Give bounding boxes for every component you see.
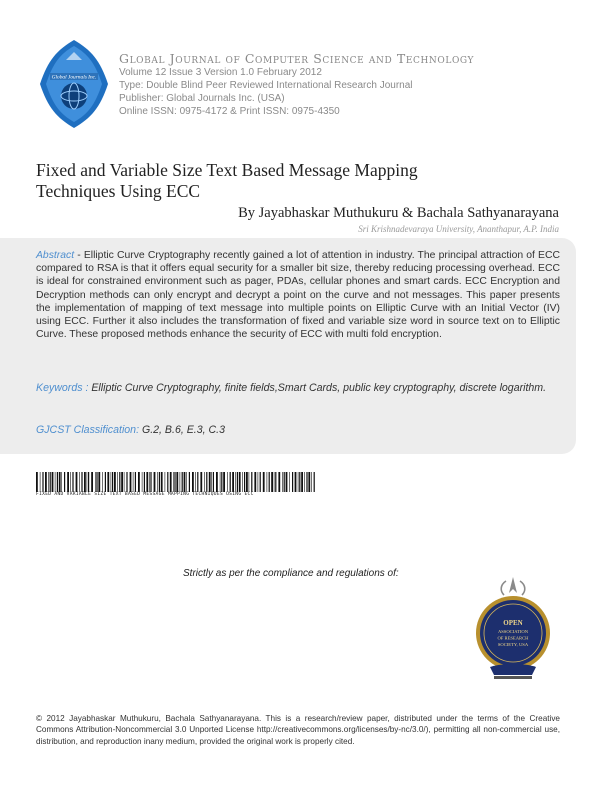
barcode-bar <box>269 472 270 492</box>
barcode-bar <box>284 472 285 492</box>
barcode-bar <box>286 472 288 492</box>
abstract-label: Abstract <box>36 250 75 261</box>
barcode-bar <box>142 472 143 492</box>
barcode-bar <box>246 472 248 492</box>
barcode-bar <box>267 472 268 492</box>
barcode-bar <box>244 472 245 492</box>
barcode-bar <box>209 472 211 492</box>
barcode-bar <box>59 472 61 492</box>
seal-line-4: SOCIETY, USA <box>497 642 529 647</box>
barcode-bar <box>55 472 56 492</box>
barcode-bar <box>84 472 86 492</box>
barcode-bar <box>301 472 303 492</box>
barcode-bar <box>282 472 283 492</box>
barcode-bar <box>239 472 241 492</box>
barcode-bar <box>95 472 96 492</box>
license-footer: © 2012 Jayabhaskar Muthukuru, Bachala Sathyanarayana. This is a research/review paper, distributed under the terms of the Creative Commons Attribution-Noncommercial 3.0 Unported License http://creativecommons.org/licenses/by-nc/3.0/), permitting all non-commercial use, distribution, and reproduction inany medium, provided the original work is properly cited. <box>36 714 560 746</box>
barcode-bar <box>157 472 158 492</box>
barcode-bar <box>135 472 136 492</box>
barcode-bar <box>223 472 225 492</box>
barcode-bar <box>237 472 238 492</box>
barcode-bar <box>36 472 38 492</box>
barcode-bar <box>167 472 168 492</box>
barcode-bar <box>81 472 82 492</box>
barcode-bar <box>124 472 125 492</box>
barcode-bar <box>119 472 120 492</box>
barcode-bar <box>230 472 231 492</box>
barcode-bar <box>133 472 134 492</box>
barcode-bar <box>102 472 103 492</box>
barcode-bar <box>112 472 113 492</box>
keywords-label: Keywords : <box>36 382 89 394</box>
barcode-bar <box>67 472 69 492</box>
barcode-bar <box>161 472 163 492</box>
barcode-bar <box>126 472 127 492</box>
barcode-bar <box>79 472 80 492</box>
barcode-bar <box>159 472 160 492</box>
barcode-bar <box>50 472 51 492</box>
barcode-bar <box>235 472 236 492</box>
abstract <box>36 249 560 341</box>
paper-title: Fixed and Variable Size Text Based Message Mapping Techniques Using ECC <box>36 160 418 201</box>
barcode-bar <box>150 472 151 492</box>
barcode-bar <box>295 472 297 492</box>
issn-line: Online ISSN: 0975-4172 & Print ISSN: 0975-4350 <box>119 106 340 117</box>
barcode <box>36 472 316 492</box>
barcode-bar <box>130 472 132 492</box>
barcode-bar <box>251 472 252 492</box>
barcode-bar <box>87 472 88 492</box>
barcode-bar <box>216 472 218 492</box>
barcode-bar <box>170 472 172 492</box>
barcode-bar <box>189 472 190 492</box>
journal-logo <box>36 38 112 130</box>
barcode-bar <box>206 472 207 492</box>
barcode-bar <box>211 472 212 492</box>
classification-body: G.2, B.6, E.3, C.3 <box>139 424 225 436</box>
volume-line: Volume 12 Issue 3 Version 1.0 February 2012 <box>119 67 322 78</box>
seal-line-3: OF RESEARCH <box>497 635 529 641</box>
barcode-bar <box>96 472 97 492</box>
barcode-bar <box>308 472 310 492</box>
barcode-bar <box>304 472 305 492</box>
barcode-bar <box>107 472 109 492</box>
classification-label: GJCST Classification: <box>36 424 140 436</box>
barcode-bar <box>45 472 47 492</box>
barcode-bar <box>275 472 276 492</box>
barcode-bar <box>186 472 187 492</box>
barcode-bar <box>227 472 228 492</box>
barcode-caption: FIXED AND VARIABLE SIZE TEXT BASED MESSAGE MAPPING TECHNIQUES USING ECC <box>36 492 254 497</box>
barcode-bar <box>249 472 250 492</box>
barcode-bar <box>311 472 312 492</box>
barcode-bar <box>204 472 205 492</box>
authors: By Jayabhaskar Muthukuru & Bachala Sathyanarayana <box>238 205 559 221</box>
barcode-bar <box>213 472 214 492</box>
barcode-bar <box>195 472 196 492</box>
barcode-bar <box>146 472 148 492</box>
barcode-bar <box>48 472 49 492</box>
barcode-bar <box>271 472 273 492</box>
barcode-bar <box>180 472 181 492</box>
barcode-bar <box>114 472 116 492</box>
barcode-bar <box>70 472 71 492</box>
barcode-bar <box>61 472 62 492</box>
barcode-bar <box>149 472 150 492</box>
journal-title: Global Journal of Computer Science and Technology <box>119 51 475 66</box>
barcode-bar <box>254 472 256 492</box>
barcode-bar <box>40 472 41 492</box>
oars-seal <box>470 575 556 683</box>
barcode-bar <box>306 472 307 492</box>
barcode-bar <box>292 472 293 492</box>
barcode-bar <box>111 472 112 492</box>
barcode-bar <box>88 472 89 492</box>
barcode-bar <box>64 472 65 492</box>
barcode-bar <box>242 472 243 492</box>
barcode-bar <box>57 472 58 492</box>
barcode-bar <box>76 472 78 492</box>
barcode-bar <box>298 472 299 492</box>
affiliation: Sri Krishnadevaraya University, Ananthapur, A.P. India <box>358 224 559 234</box>
barcode-bar <box>197 472 198 492</box>
barcode-bar <box>174 472 175 492</box>
keywords-body: Elliptic Curve Cryptography, finite fields,Smart Cards, public key cryptography, discrete logarithm. <box>88 382 547 394</box>
barcode-bar <box>221 472 222 492</box>
barcode-bar <box>121 472 123 492</box>
barcode-bar <box>314 472 315 492</box>
barcode-bar <box>154 472 156 492</box>
barcode-bar <box>176 472 178 492</box>
keywords <box>36 381 560 395</box>
barcode-bar <box>173 472 174 492</box>
barcode-bar <box>260 472 261 492</box>
compliance-text: Strictly as per the compliance and regulations of: <box>183 568 399 579</box>
classification <box>36 424 225 436</box>
barcode-bar <box>220 472 221 492</box>
barcode-bar <box>117 472 118 492</box>
barcode-bar <box>263 472 265 492</box>
publisher-line: Publisher: Global Journals Inc. (USA) <box>119 93 285 104</box>
barcode-bar <box>232 472 234 492</box>
barcode-bar <box>52 472 54 492</box>
type-line: Type: Double Blind Peer Reviewed International Research Journal <box>119 80 413 91</box>
barcode-bar <box>274 472 275 492</box>
barcode-bar <box>299 472 300 492</box>
barcode-bar <box>182 472 183 492</box>
barcode-bar <box>42 472 43 492</box>
barcode-bar <box>184 472 186 492</box>
barcode-bar <box>200 472 202 492</box>
barcode-bar <box>165 472 166 492</box>
barcode-bar <box>144 472 145 492</box>
barcode-bar <box>91 472 93 492</box>
barcode-bar <box>98 472 100 492</box>
logo-text: Global Journals Inc. <box>51 74 97 81</box>
barcode-bar <box>105 472 106 492</box>
barcode-bar <box>289 472 290 492</box>
abstract-body: - Elliptic Curve Cryptography recently gained a lot of attention in industry. The principal attraction of ECC compared to RSA is that it offers equal security for a smaller bit size, thereby reducing processing overhead. ECC is ideal for constrained environment such as pager, PDAs, cellular phones and smart cards. ECC Encryption and Decryption methods can only encrypt and decrypt a point on the curve and not messages. This paper presents the implementation of mapping of text message into multiple points on Elliptic Curve with an Initial Vector (IV) using ECC. Further it also includes the transformation of fixed and variable size word in source text on to Elliptic Curve. These proposed methods enhance the security of ECC with multi fold encryption. <box>36 250 560 341</box>
seal-line-2: ASSOCIATION <box>497 629 529 634</box>
barcode-bar <box>192 472 194 492</box>
seal-line-1: OPEN <box>503 619 523 627</box>
barcode-bar <box>138 472 140 492</box>
barcode-bar <box>72 472 73 492</box>
barcode-bar <box>278 472 280 492</box>
barcode-bar <box>258 472 259 492</box>
